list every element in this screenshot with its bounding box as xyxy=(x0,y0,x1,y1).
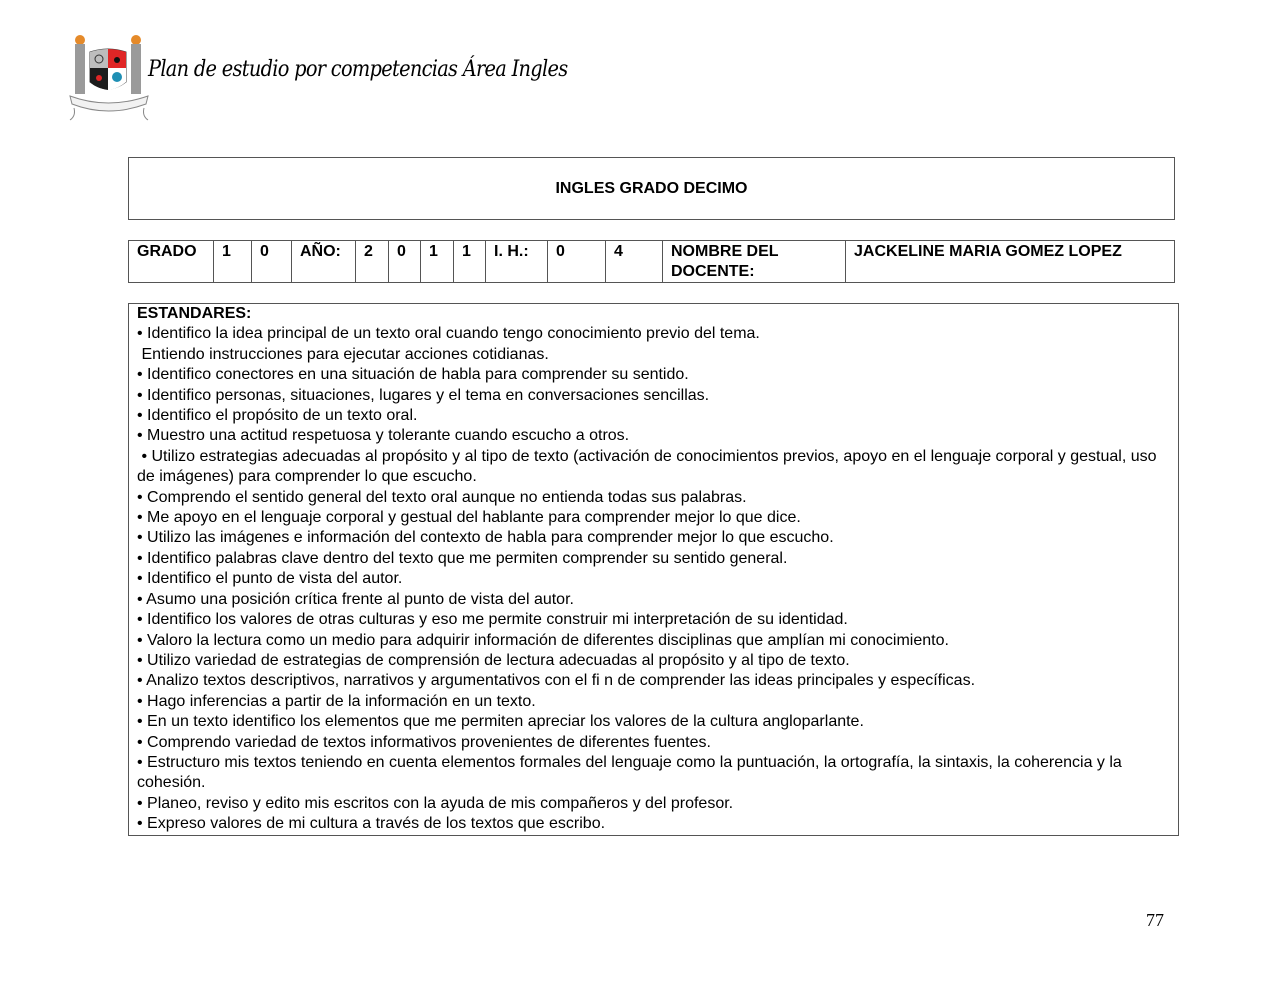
standards-heading: ESTANDARES: xyxy=(137,305,252,322)
standard-item: • Identifico el propósito de un texto oral. xyxy=(137,407,418,425)
course-info-row xyxy=(129,241,1175,283)
docente-label: NOMBRE DEL DOCENTE: xyxy=(663,241,846,283)
standard-item: • Identifico la idea principal de un texto oral cuando tengo conocimiento previo del tema. xyxy=(137,325,760,343)
anio-digit: 1 xyxy=(454,241,486,283)
page-number: 77 xyxy=(1146,910,1164,930)
grado-label: GRADO xyxy=(129,241,214,283)
crest-icon xyxy=(66,30,152,122)
standard-item: • Asumo una posición crítica frente al punto de vista del autor. xyxy=(137,590,574,608)
course-title-box xyxy=(128,157,1175,220)
anio-label: AÑO: xyxy=(292,241,356,283)
grado-digit: 1 xyxy=(214,241,252,283)
page-header xyxy=(66,28,625,124)
anio-digit: 1 xyxy=(421,241,454,283)
standard-item: • Utilizo las imágenes e información del contexto de habla para comprender mejor lo que escucho. xyxy=(137,529,834,547)
course-title: INGLES GRADO DECIMO xyxy=(555,179,748,197)
standard-item: • Me apoyo en el lenguaje corporal y gestual del hablante para comprender mejor lo que dice. xyxy=(137,509,801,527)
standard-item: • Identifico los valores de otras culturas y eso me permite construir mi interpretación de su identidad. xyxy=(137,611,848,629)
standard-item: • Comprendo el sentido general del texto oral aunque no entienda todas sus palabras. xyxy=(137,488,747,506)
standards-box xyxy=(128,303,1179,836)
course-info-table xyxy=(128,240,1175,283)
ih-digit: 4 xyxy=(606,241,663,283)
standard-item: • Estructuro mis textos teniendo en cuenta elementos formales del lenguaje como la puntuación, la ortografía, la sintaxis, la coherencia y la cohesión. xyxy=(137,753,1122,792)
ih-digit: 0 xyxy=(548,241,606,283)
standard-item: • Analizo textos descriptivos, narrativos y argumentativos con el fi n de comprender las ideas principales y específicas. xyxy=(137,672,976,690)
standard-item: • En un texto identifico los elementos que me permiten apreciar los valores de la cultura angloparlante. xyxy=(137,713,864,731)
grado-digit: 0 xyxy=(252,241,292,283)
standard-item: Entiendo instrucciones para ejecutar acciones cotidianas. xyxy=(137,345,549,363)
standards-list xyxy=(137,324,1174,834)
docente-name: JACKELINE MARIA GOMEZ LOPEZ xyxy=(846,241,1175,283)
standard-item: • Valoro la lectura como un medio para adquirir información de diferentes disciplinas que amplían mi conocimiento. xyxy=(137,631,949,649)
standard-item: • Identifico personas, situaciones, lugares y el tema en conversaciones sencillas. xyxy=(137,386,710,404)
standard-item: • Comprendo variedad de textos informativos provenientes de diferentes fuentes. xyxy=(137,733,711,751)
standard-item: • Utilizo variedad de estrategias de comprensión de lectura adecuadas al propósito y al tipo de texto. xyxy=(137,651,850,669)
anio-digit: 0 xyxy=(389,241,421,283)
standard-item: • Identifico palabras clave dentro del texto que me permiten comprender su sentido general. xyxy=(137,549,788,567)
standard-item: • Utilizo estrategias adecuadas al propósito y al tipo de texto (activación de conocimientos previos, apoyo en el lenguaje corporal y gestual, uso de imágenes) para comprender lo que escucho. xyxy=(137,447,1161,486)
standard-item: • Expreso valores de mi cultura a través de los textos que escribo. xyxy=(137,815,606,833)
anio-digit: 2 xyxy=(356,241,389,283)
standard-item: • Identifico el punto de vista del autor. xyxy=(137,570,403,588)
standard-item: • Identifico conectores en una situación de habla para comprender su sentido. xyxy=(137,366,689,384)
standard-item: • Hago inferencias a partir de la información en un texto. xyxy=(137,692,536,710)
school-crest-logo xyxy=(66,30,152,122)
ih-label: I. H.: xyxy=(486,241,548,283)
standard-item: • Planeo, reviso y edito mis escritos con la ayuda de mis compañeros y del profesor. xyxy=(137,794,734,812)
standard-item: • Muestro una actitud respetuosa y tolerante cuando escucho a otros. xyxy=(137,427,630,445)
document-header-title: Plan de estudio por competencias Área Ingles xyxy=(148,56,568,82)
